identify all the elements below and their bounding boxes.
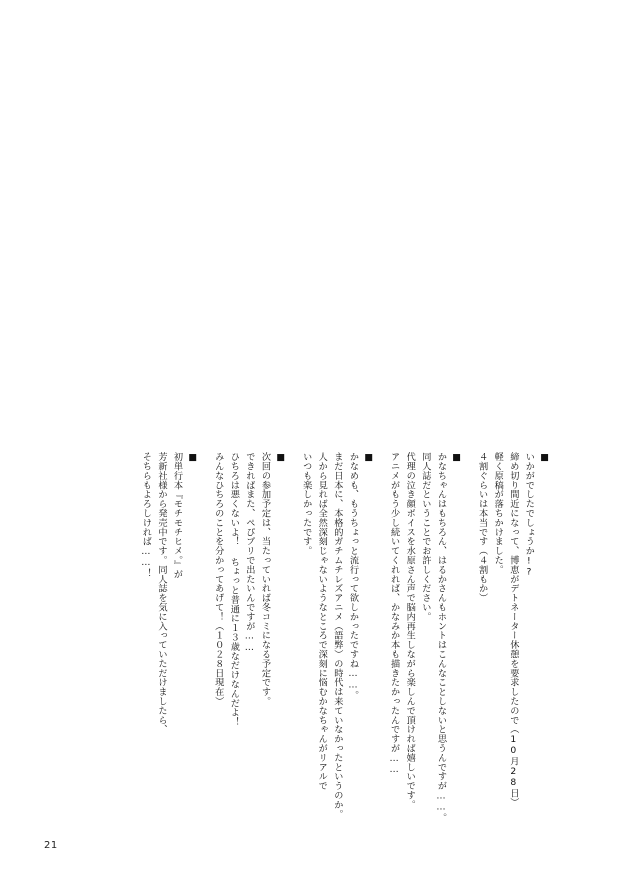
text-line: みんなひちろのことを分かってあげて！（１０２８日現在） bbox=[212, 452, 224, 706]
section-4 bbox=[210, 452, 288, 852]
text-line: 軽く原稿が落ちかけました。 bbox=[492, 452, 504, 575]
text-line: ４割ぐらいは本当です（４割もか） bbox=[476, 452, 488, 603]
section-marker: ■ bbox=[187, 452, 199, 464]
text-line: アニメがもう少し続いてくれれば、かなみか本も描きたかったんですが…… bbox=[388, 452, 400, 776]
page-number: 21 bbox=[44, 840, 58, 851]
text-line: 代理の泣き顔ボイスを水原さん声で脳内再生しながら楽しんで頂ければ嬉しいです。 bbox=[404, 452, 416, 810]
section-1 bbox=[474, 452, 552, 852]
text-line: 初単行本『モチモチヒメ。』が bbox=[171, 452, 183, 579]
section-2 bbox=[386, 452, 464, 852]
section-marker: ■ bbox=[539, 452, 550, 464]
text-line: そちらもよろしければ……！ bbox=[140, 452, 152, 578]
text-line: できればまた、ぺぴプリで出たいんですが…… bbox=[243, 452, 255, 653]
afterword-text bbox=[138, 452, 552, 852]
section-5 bbox=[138, 452, 200, 852]
text-line: まだ日本に、本格的ガチムチレズアニメ（語弊）の時代は来ていなかったというのか。 bbox=[331, 452, 343, 819]
text-line: かなめも、もうちょっと流行って欲しかったですね……。 bbox=[347, 452, 359, 700]
text-line: 同人誌だということでお許しください。 bbox=[419, 452, 431, 622]
text-line: 人から見れば全然深刻じゃないようなところで深刻に悩むかなちゃんがリアルで bbox=[316, 452, 328, 791]
text-line: ひちろは悪くないよ！ ちょっと普通に１３歳なだけなんだよ！ bbox=[228, 452, 240, 727]
section-marker: ■ bbox=[275, 452, 287, 464]
text-line: 芳新社様から発売中です。同人誌を気に入っていただけましたら、 bbox=[155, 452, 167, 734]
section-marker: ■ bbox=[363, 452, 375, 464]
text-line: 次回の参加予定は、当たっていれば冬コミになる予定です。 bbox=[259, 452, 271, 706]
text-line: 締め切り間近になって、博恵がデトネーター休憩を要求したので（10月28日） bbox=[507, 452, 519, 807]
text-line: いつも楽しかったです。 bbox=[300, 452, 312, 556]
section-marker: ■ bbox=[451, 452, 463, 464]
section-3 bbox=[298, 452, 376, 852]
text-line: いかがでしたでしょうか!? bbox=[523, 452, 535, 578]
text-line: かなちゃんはもちろん、はるかさんもホントはこんなことしないと思うんですが……。 bbox=[435, 452, 447, 823]
